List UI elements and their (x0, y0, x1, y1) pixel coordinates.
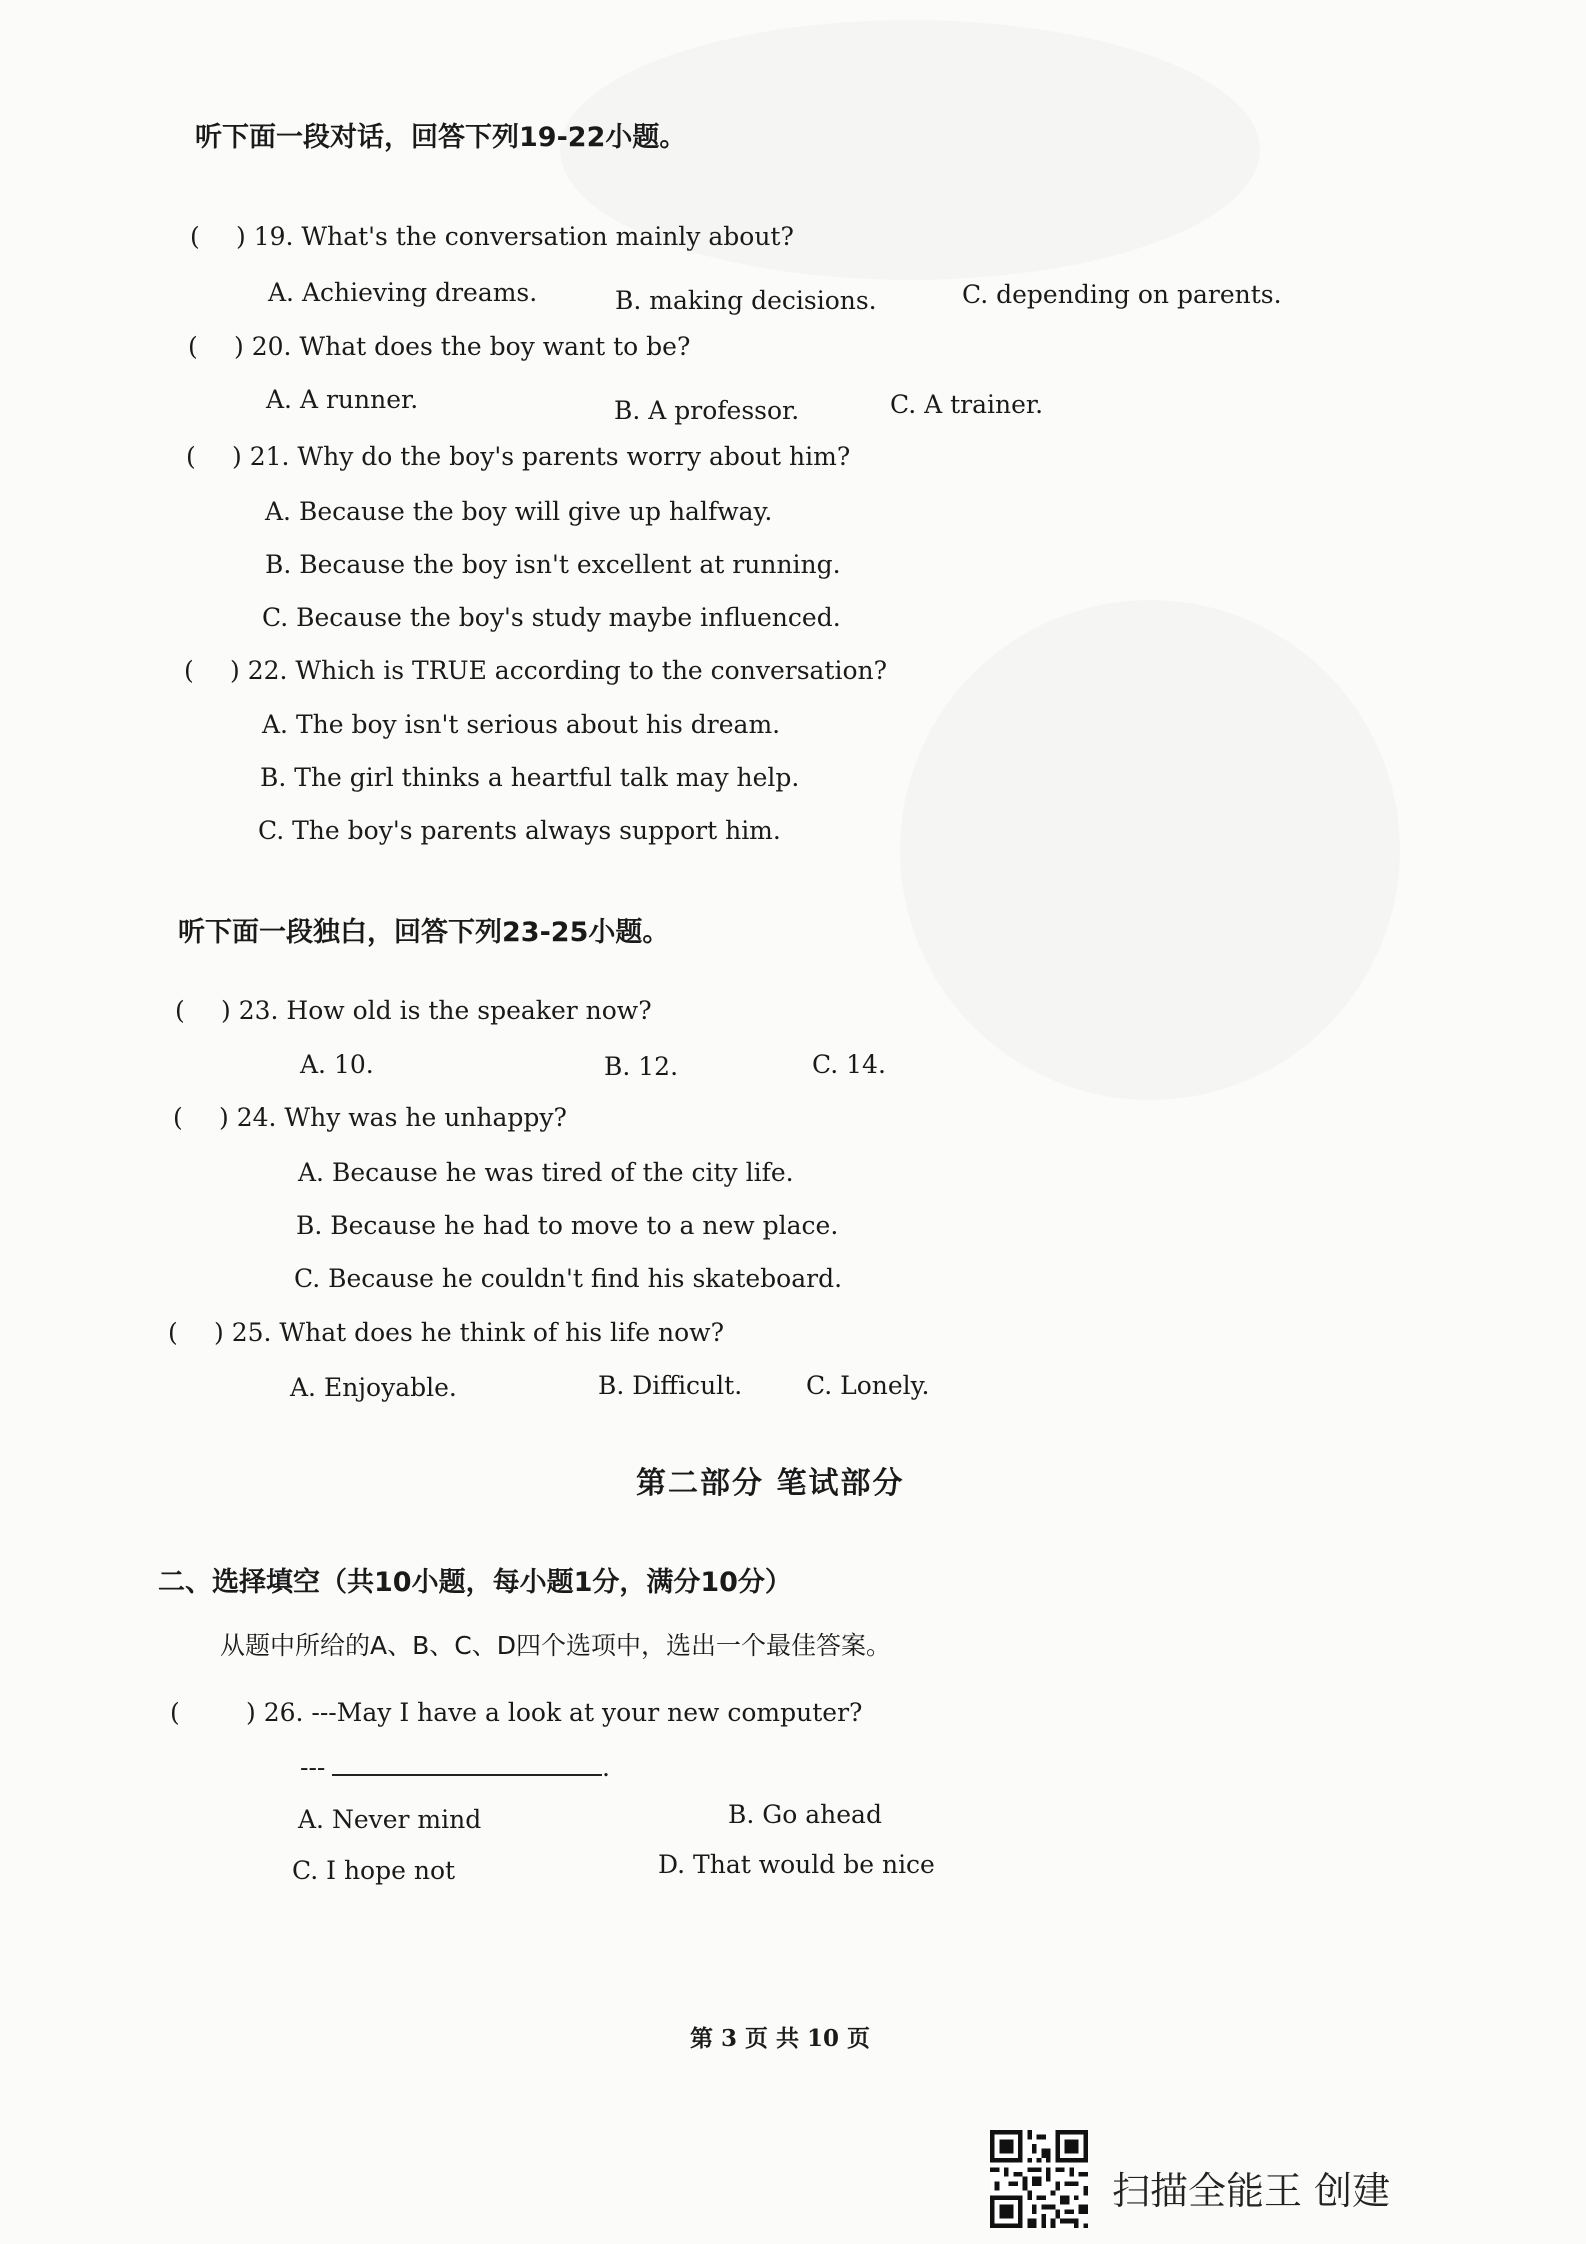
question-text: ) 22. Which is TRUE according to the conversation? (230, 656, 888, 685)
question-text: ) 24. Why was he unhappy? (219, 1103, 567, 1132)
option-26b: B. Go ahead (728, 1800, 882, 1829)
question-22 (184, 656, 887, 685)
answer-paren[interactable]: ( (184, 656, 194, 685)
question-text: ) 25. What does he think of his life now? (214, 1318, 724, 1347)
section2-heading: 听下面一段独白，回答下列23-25小题。 (178, 917, 670, 948)
part2-title: 第二部分 笔试部分 (636, 1466, 905, 1501)
answer-paren[interactable]: ( (175, 996, 185, 1025)
question-23 (175, 996, 652, 1025)
answer-paren[interactable]: ( (168, 1318, 178, 1347)
option-23c: C. 14. (812, 1050, 886, 1079)
option-19c: C. depending on parents. (962, 280, 1282, 309)
option-24a: A. Because he was tired of the city life. (298, 1158, 794, 1187)
part2-section-heading: 二、选择填空（共10小题，每小题1分，满分10分） (158, 1567, 792, 1598)
section1-heading: 听下面一段对话，回答下列19-22小题。 (195, 122, 687, 153)
option-19b: B. making decisions. (615, 286, 877, 315)
question-text: ) 23. How old is the speaker now? (221, 996, 652, 1025)
option-24b: B. Because he had to move to a new place. (296, 1211, 839, 1240)
answer-paren[interactable]: ( (186, 442, 196, 471)
scan-smudge (900, 600, 1400, 1100)
option-26d: D. That would be nice (658, 1850, 935, 1879)
answer-paren[interactable]: ( (173, 1103, 183, 1132)
question-text: ) 20. What does the boy want to be? (234, 332, 691, 361)
question-24 (173, 1103, 567, 1132)
answer-blank[interactable] (332, 1774, 602, 1776)
option-19a: A. Achieving dreams. (268, 278, 538, 307)
option-25b: B. Difficult. (598, 1371, 743, 1400)
question-20 (188, 332, 690, 361)
option-22c: C. The boy's parents always support him. (258, 816, 781, 845)
page-number: 第 3 页 共 10 页 (690, 2025, 871, 2052)
question-text: ) 26. ---May I have a look at your new computer? (246, 1698, 863, 1727)
question-text: ) 21. Why do the boy's parents worry about him? (232, 442, 851, 471)
answer-paren[interactable]: ( (190, 222, 200, 251)
qr-code-icon (990, 2130, 1088, 2228)
option-20c: C. A trainer. (890, 390, 1044, 419)
question-25 (168, 1318, 724, 1347)
question-text: ) 19. What's the conversation mainly about? (236, 222, 794, 251)
option-26c: C. I hope not (292, 1856, 456, 1885)
option-22b: B. The girl thinks a heartful talk may help. (260, 763, 800, 792)
option-22a: A. The boy isn't serious about his dream. (262, 710, 781, 739)
answer-paren[interactable]: ( (188, 332, 198, 361)
option-25a: A. Enjoyable. (290, 1373, 457, 1402)
question-19 (190, 222, 794, 251)
part2-instruction: 从题中所给的A、B、C、D四个选项中，选出一个最佳答案。 (220, 1631, 891, 1660)
option-21a: A. Because the boy will give up halfway. (265, 497, 773, 526)
option-20a: A. A runner. (266, 385, 419, 414)
question-21 (186, 442, 850, 471)
reply-suffix: . (602, 1753, 610, 1782)
question-26 (170, 1698, 862, 1727)
option-25c: C. Lonely. (806, 1371, 930, 1400)
scanner-watermark-text: 扫描全能王 创建 (1112, 2169, 1391, 2213)
option-23a: A. 10. (300, 1050, 374, 1079)
option-21b: B. Because the boy isn't excellent at running. (265, 550, 841, 579)
option-26a: A. Never mind (298, 1805, 482, 1834)
option-24c: C. Because he couldn't find his skateboard. (294, 1264, 843, 1293)
reply-prefix: --- (300, 1753, 326, 1782)
option-21c: C. Because the boy's study maybe influenced. (262, 603, 841, 632)
option-23b: B. 12. (604, 1052, 679, 1081)
option-20b: B. A professor. (614, 396, 800, 425)
answer-paren[interactable]: ( (170, 1698, 180, 1727)
